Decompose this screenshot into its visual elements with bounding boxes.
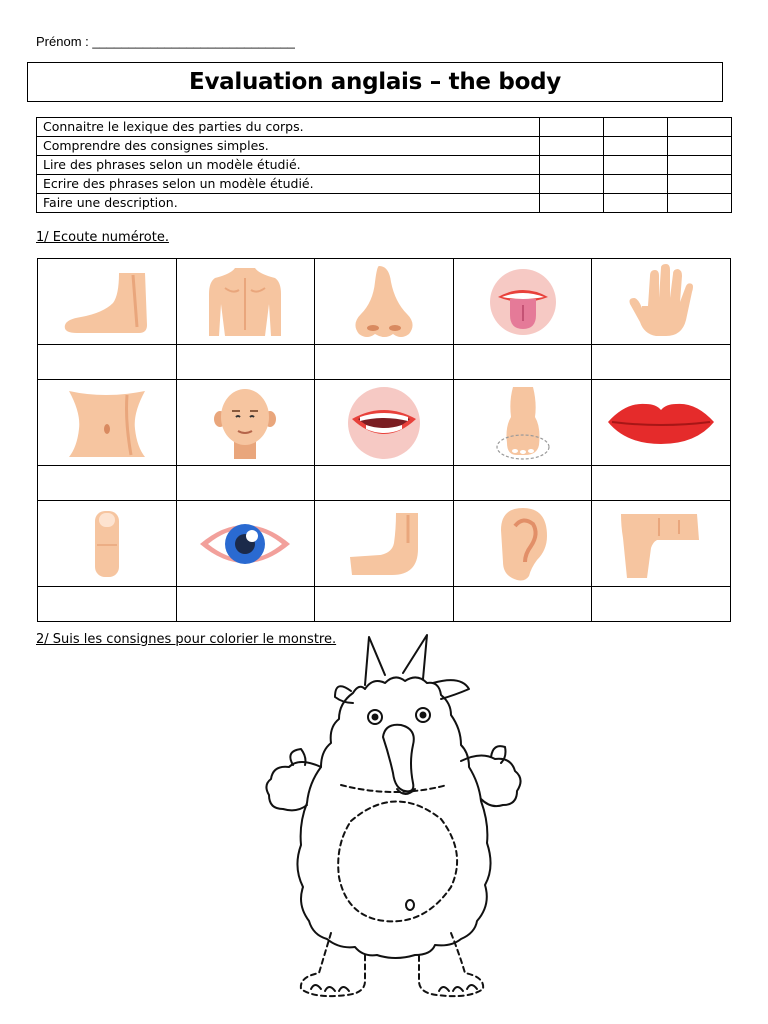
- picture-cell: [453, 259, 592, 345]
- arm-icon: [346, 509, 422, 579]
- skill-box[interactable]: [668, 175, 732, 194]
- skill-box[interactable]: [668, 194, 732, 213]
- head-icon: [210, 385, 280, 461]
- ear-icon: [495, 506, 551, 582]
- picture-cell: [176, 501, 315, 587]
- skill-row: [37, 156, 732, 175]
- skill-box[interactable]: [604, 118, 668, 137]
- picture-cell: [176, 380, 315, 466]
- teeth-icon: [344, 385, 424, 461]
- prenom-line: Prénom : ____________________________: [36, 34, 295, 49]
- skill-box[interactable]: [540, 194, 604, 213]
- back-icon: [205, 264, 285, 340]
- answer-row: [38, 466, 731, 501]
- answer-cell[interactable]: [592, 345, 731, 380]
- answer-cell[interactable]: [176, 587, 315, 622]
- skill-label: Comprendre des consignes simples.: [37, 137, 540, 156]
- skill-row: [37, 194, 732, 213]
- picture-cell: [592, 380, 731, 466]
- picture-row: [38, 259, 731, 345]
- skill-box[interactable]: [604, 175, 668, 194]
- skill-box[interactable]: [540, 137, 604, 156]
- tongue-icon: [488, 267, 558, 337]
- picture-row: [38, 501, 731, 587]
- lips-icon: [606, 398, 716, 448]
- skill-box[interactable]: [540, 156, 604, 175]
- answer-cell[interactable]: [453, 587, 592, 622]
- skill-row: [37, 175, 732, 194]
- picture-cell: [315, 259, 454, 345]
- answer-cell[interactable]: [315, 466, 454, 501]
- picture-cell: [315, 380, 454, 466]
- skill-label: Faire une description.: [37, 194, 540, 213]
- answer-cell[interactable]: [38, 466, 177, 501]
- skill-box[interactable]: [540, 118, 604, 137]
- skill-box[interactable]: [540, 175, 604, 194]
- finger-icon: [87, 509, 127, 579]
- picture-row: [38, 380, 731, 466]
- skills-table: [36, 117, 732, 213]
- vocabulary-grid: [37, 258, 731, 622]
- answer-row: [38, 587, 731, 622]
- hand-icon: [628, 264, 694, 340]
- skill-box[interactable]: [668, 137, 732, 156]
- skill-box[interactable]: [668, 156, 732, 175]
- answer-cell[interactable]: [315, 345, 454, 380]
- picture-cell: [38, 501, 177, 587]
- belly-icon: [65, 385, 149, 461]
- skill-box[interactable]: [604, 137, 668, 156]
- skill-box[interactable]: [668, 118, 732, 137]
- skill-label: Connaitre le lexique des parties du corps.: [37, 118, 540, 137]
- foot-icon: [59, 267, 155, 337]
- picture-cell: [38, 380, 177, 466]
- picture-cell: [315, 501, 454, 587]
- answer-cell[interactable]: [453, 345, 592, 380]
- answer-row: [38, 345, 731, 380]
- skill-label: Lire des phrases selon un modèle étudié.: [37, 156, 540, 175]
- answer-cell[interactable]: [38, 587, 177, 622]
- answer-cell[interactable]: [176, 466, 315, 501]
- answer-cell[interactable]: [592, 466, 731, 501]
- answer-cell[interactable]: [315, 587, 454, 622]
- toe-icon: [493, 383, 553, 463]
- picture-cell: [38, 259, 177, 345]
- eye-icon: [198, 514, 292, 574]
- picture-cell: [176, 259, 315, 345]
- answer-cell[interactable]: [176, 345, 315, 380]
- answer-cell[interactable]: [38, 345, 177, 380]
- answer-cell[interactable]: [592, 587, 731, 622]
- skill-row: [37, 137, 732, 156]
- picture-cell: [453, 380, 592, 466]
- skill-row: [37, 118, 732, 137]
- skill-label: Ecrire des phrases selon un modèle étudié.: [37, 175, 540, 194]
- answer-cell[interactable]: [453, 466, 592, 501]
- section-2-heading: 2/ Suis les consignes pour colorier le monstre.: [36, 632, 337, 647]
- nose-icon: [349, 262, 419, 342]
- elbow-icon: [619, 508, 703, 580]
- section-1-heading: 1/ Ecoute numérote.: [36, 230, 169, 245]
- skill-box[interactable]: [604, 194, 668, 213]
- picture-cell: [592, 259, 731, 345]
- picture-cell: [453, 501, 592, 587]
- title-box: [27, 62, 723, 102]
- skill-box[interactable]: [604, 156, 668, 175]
- monster-illustration[interactable]: [255, 633, 535, 1003]
- picture-cell: [592, 501, 731, 587]
- page-title: Evaluation anglais – the body: [189, 69, 561, 95]
